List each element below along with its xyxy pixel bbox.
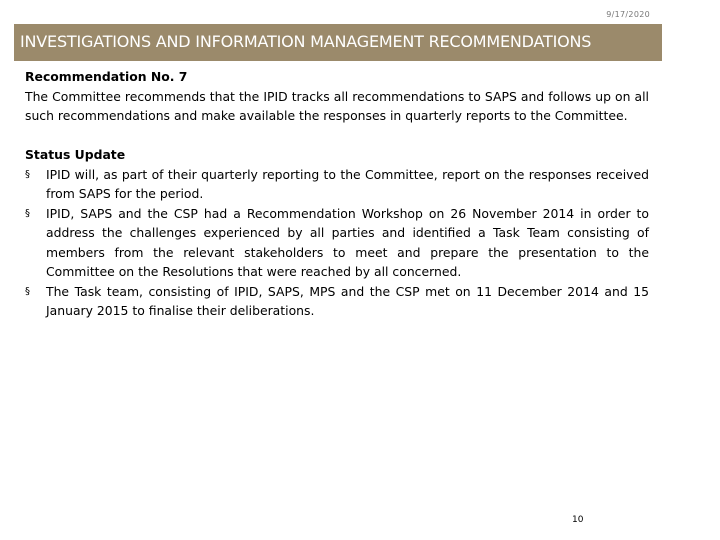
slide-body <box>25 67 649 321</box>
status-item-text: The Task team, consisting of IPID, SAPS, MPS and the CSP met on 11 December 2014 and 15 January 2015 to finalise their deliberations. <box>46 283 649 318</box>
slide-date: 9/17/2020 <box>606 10 650 19</box>
recommendation-text: The Committee recommends that the IPID tracks all recommendations to SAPS and follows up on all such recommendations and make available the responses in quarterly reports to the Committee. <box>25 88 649 123</box>
status-item <box>25 282 649 321</box>
recommendation-heading: Recommendation No. 7 <box>25 69 188 84</box>
status-item-text: IPID will, as part of their quarterly reporting to the Committee, report on the responses received from SAPS for the period. <box>46 166 649 201</box>
bullet-icon: § <box>25 285 30 297</box>
status-list <box>25 165 649 321</box>
status-item-text: IPID, SAPS and the CSP had a Recommendation Workshop on 26 November 2014 in order to address the challenges experienced by all parties and identified a Task Team consisting of members from the relevant stakeholders to meet and prepare the presentation to the Committee on the Resolutions that were reached by all concerned. <box>46 205 649 279</box>
status-item <box>25 165 649 204</box>
bullet-icon: § <box>25 168 30 180</box>
status-item <box>25 204 649 282</box>
title-banner <box>14 24 662 61</box>
bullet-icon: § <box>25 207 30 219</box>
page-number: 10 <box>572 515 584 525</box>
status-heading: Status Update <box>25 147 126 162</box>
section-spacer <box>25 126 649 146</box>
slide-title: INVESTIGATIONS AND INFORMATION MANAGEMENT RECOMMENDATIONS <box>20 32 592 51</box>
